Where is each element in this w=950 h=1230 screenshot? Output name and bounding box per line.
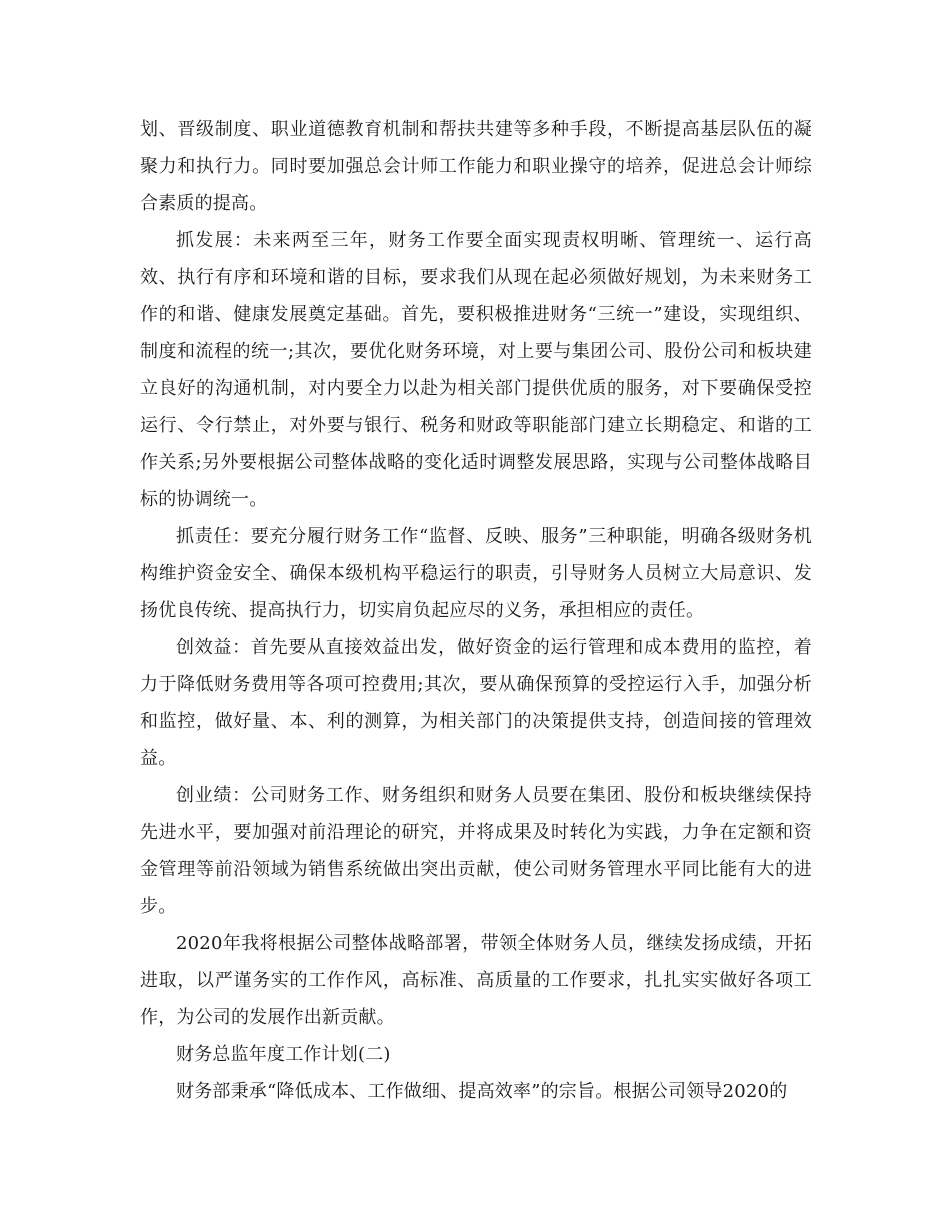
paragraph-continuation: 划、晋级制度、职业道德教育机制和帮扶共建等多种手段，不断提高基层队伍的凝聚力和执行力。同时要加强总会计师工作能力和职业操守的培养，促进总会计师综合素质的提高。 [140,119,812,214]
document-body [140,111,812,1110]
section-heading: 财务总监年度工作计划(二) [176,1044,391,1065]
paragraph-development: 抓发展：未来两至三年，财务工作要全面实现责权明晰、管理统一、运行高效、执行有序和环境和谐的目标，要求我们从现在起必须做好规划，为未来财务工作的和谐、健康发展奠定基础。首先，要积极推进财务“三统一”建设，实现组织、制度和流程的统一;其次，要优化财务环境，对上要与集团公司、股份公司和板块建立良好的沟通机制，对内要全力以赴为相关部门提供优质的服务，对下要确保受控运行、令行禁止，对外要与银行、税务和财政等职能部门建立长期稳定、和谐的工作关系;另外要根据公司整体战略的变化适时调整发展思路，实现与公司整体战略目标的协调统一。 [140,230,812,510]
paragraph-responsibility: 抓责任：要充分履行财务工作“监督、反映、服务”三种职能，明确各级财务机构维护资金安全、确保本级机构平稳运行的职责，引导财务人员树立大局意识、发扬优良传统、提高执行力，切实肩负起应尽的义务，承担相应的责任。 [140,526,812,621]
paragraph-performance: 创业绩：公司财务工作、财务组织和财务人员要在集团、股份和板块继续保持先进水平，要加强对前沿理论的研究，并将成果及时转化为实践，力争在定额和资金管理等前沿领域为销售系统做出突出贡献，使公司财务管理水平同比能有大的进步。 [140,785,812,917]
paragraph-finance-department: 财务部秉承“降低成本、工作做细、提高效率”的宗旨。根据公司领导2020的 [176,1081,788,1102]
paragraph-benefits: 创效益：首先要从直接效益出发，做好资金的运行管理和成本费用的监控，着力于降低财务费用等各项可控费用;其次，要从确保预算的受控运行入手，加强分析和监控，做好量、本、利的测算，为相关部门的决策提供支持，创造间接的管理效益。 [140,637,812,769]
paragraph-2020-plan: 2020年我将根据公司整体战略部署，带领全体财务人员，继续发扬成绩，开拓进取，以严谨务实的工作作风，高标准、高质量的工作要求，扎扎实实做好各项工作，为公司的发展作出新贡献。 [140,933,812,1028]
